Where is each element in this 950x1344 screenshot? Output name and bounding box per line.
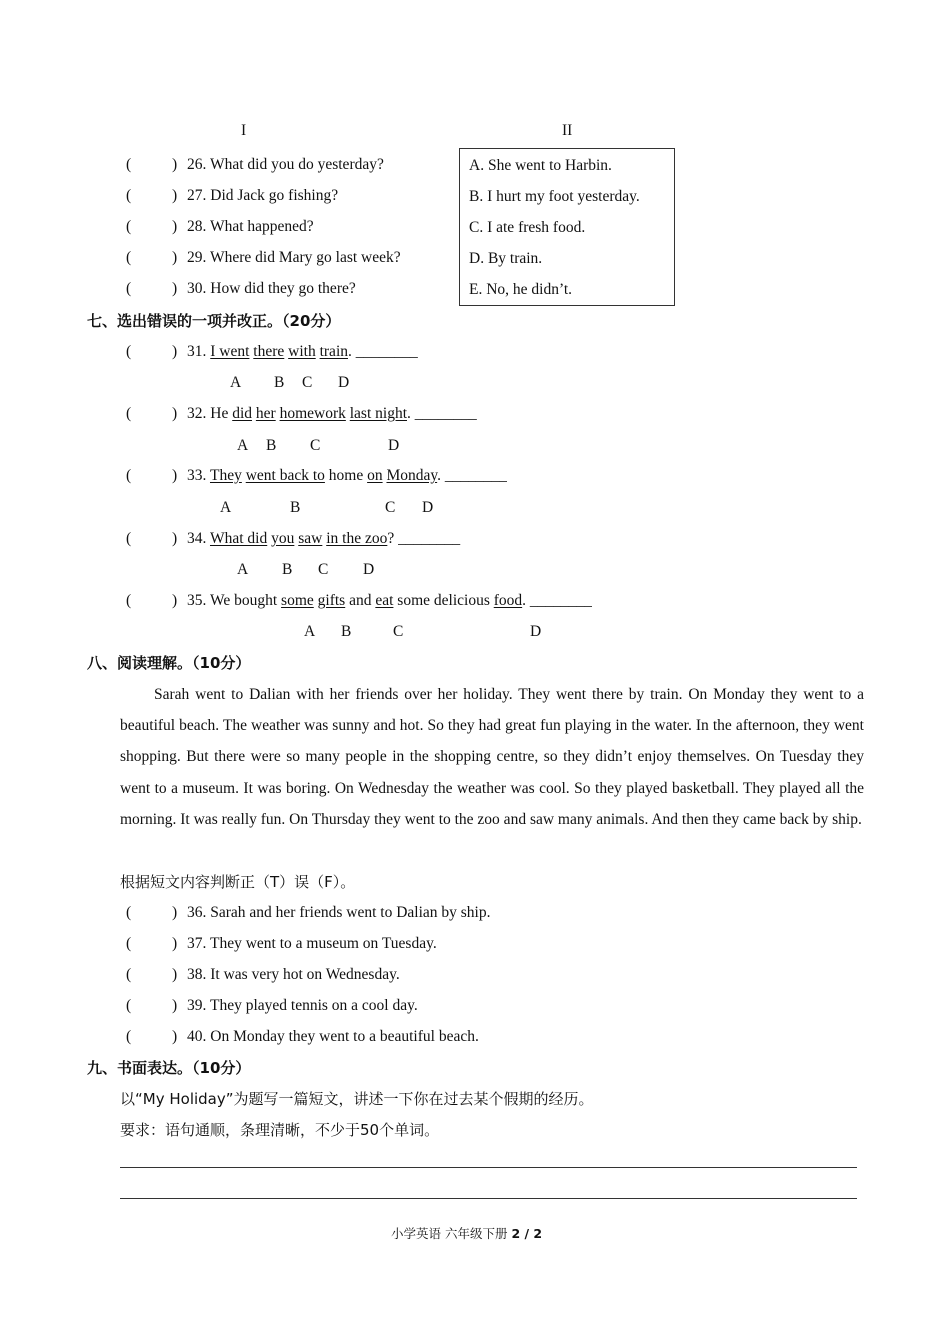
answer-paren-close: ) [172,249,178,266]
column-header-ii: II [562,122,573,139]
footer-subject: 小学英语 六年级下册 [391,1226,512,1241]
answer-paren-close: ) [172,1028,178,1045]
letter-c: C [385,499,396,516]
page-number: 2 / 2 [511,1226,543,1241]
option-c: C. I ate fresh food. [469,219,586,236]
answer-paren-close: ) [172,218,178,235]
answer-paren-open[interactable]: ( [126,187,132,204]
section-7-title: 七、选出错误的一项并改正。（20分） [87,312,341,330]
answer-paren-open[interactable]: ( [126,997,132,1014]
letter-d: D [363,561,375,578]
letter-c: C [393,623,404,640]
letter-a: A [237,437,249,454]
letter-b: B [290,499,301,516]
page-footer [391,1224,542,1244]
section-9-title: 九、书面表达。（10分） [87,1059,251,1077]
answer-paren-close: ) [172,280,178,297]
option-b: B. I hurt my foot yesterday. [469,188,640,205]
answer-paren-close: ) [172,343,178,360]
answer-paren-close: ) [172,592,178,609]
option-e: E. No, he didn’t. [469,281,573,298]
answer-paren-open[interactable]: ( [126,966,132,983]
correction-blank[interactable]: ________ [398,530,461,547]
answer-paren-close: ) [172,904,178,921]
answer-paren-close: ) [172,467,178,484]
writing-line[interactable] [120,1198,857,1199]
answer-paren-open[interactable]: ( [126,530,132,547]
correction-blank[interactable]: ________ [355,343,418,360]
column-header-i: I [241,122,247,139]
writing-requirement: 要求：语句通顺，条理清晰，不少于50个单词。 [120,1121,440,1139]
reading-instruction: 根据短文内容判断正（T）误（F）。 [120,873,356,891]
answer-paren-open[interactable]: ( [126,156,132,173]
letter-c: C [318,561,329,578]
correction-blank[interactable]: ________ [414,405,477,422]
question-30: 30. How did they go there? [187,280,356,297]
letter-a: A [220,499,232,516]
letter-c: C [302,374,313,391]
letter-d: D [530,623,542,640]
writing-line[interactable] [120,1167,857,1168]
question-27: 27. Did Jack go fishing? [187,187,339,204]
question-33: 33. They went back to home on Monday. ________ [187,467,507,484]
answer-paren-open[interactable]: ( [126,343,132,360]
answer-paren-close: ) [172,187,178,204]
letter-a: A [304,623,316,640]
question-34: 34. What did you saw in the zoo? ________ [187,530,461,547]
answer-paren-open[interactable]: ( [126,935,132,952]
letter-d: D [338,374,350,391]
answer-paren-close: ) [172,997,178,1014]
question-29: 29. Where did Mary go last week? [187,249,401,266]
answer-paren-close: ) [172,530,178,547]
reading-passage: Sarah went to Dalian with her friends over her holiday. They went there by train. On Monday they went to a beautiful beach. The weather was sunny and hot. So they had great fun playing in the water. In the afternoon, they went shopping. But there were so many people in the shopping centre, so they didn’t enjoy themselves. On Tuesday they went to a museum. It was boring. On Wednesday the weather was cool. So they played basketball. They played all the morning. It was really fun. On Thursday they went to the zoo and saw many animals. And then they came back by ship. [120,686,864,828]
option-a: A. She went to Harbin. [469,157,612,174]
answer-paren-open[interactable]: ( [126,467,132,484]
answer-paren-close: ) [172,966,178,983]
letter-a: A [230,374,242,391]
answer-paren-open[interactable]: ( [126,249,132,266]
letter-c: C [310,437,321,454]
question-35: 35. We bought some gifts and eat some delicious food. ________ [187,592,592,609]
correction-blank[interactable]: ________ [444,467,507,484]
question-26: 26. What did you do yesterday? [187,156,384,173]
question-36: 36. Sarah and her friends went to Dalian by ship. [187,904,491,921]
question-31: 31. I went there with train. ________ [187,343,418,360]
answer-paren-close: ) [172,405,178,422]
letter-b: B [282,561,293,578]
letter-b: B [341,623,352,640]
letter-d: D [422,499,434,516]
answer-paren-open[interactable]: ( [126,405,132,422]
letter-d: D [388,437,400,454]
answer-paren-open[interactable]: ( [126,218,132,235]
question-32: 32. He did her homework last night. ________ [187,405,477,422]
answer-paren-open[interactable]: ( [126,1028,132,1045]
letter-b: B [274,374,285,391]
question-38: 38. It was very hot on Wednesday. [187,966,400,983]
question-37: 37. They went to a museum on Tuesday. [187,935,437,952]
answer-paren-close: ) [172,935,178,952]
question-28: 28. What happened? [187,218,314,235]
option-d: D. By train. [469,250,543,267]
letter-a: A [237,561,249,578]
correction-blank[interactable]: ________ [529,592,592,609]
letter-b: B [266,437,277,454]
writing-prompt: 以“My Holiday”为题写一篇短文，讲述一下你在过去某个假期的经历。 [120,1090,594,1108]
answer-paren-close: ) [172,156,178,173]
section-8-title: 八、阅读理解。（10分） [87,654,251,672]
answer-paren-open[interactable]: ( [126,592,132,609]
question-40: 40. On Monday they went to a beautiful beach. [187,1028,479,1045]
answer-paren-open[interactable]: ( [126,904,132,921]
answer-paren-open[interactable]: ( [126,280,132,297]
question-39: 39. They played tennis on a cool day. [187,997,418,1014]
options-box [459,148,675,306]
